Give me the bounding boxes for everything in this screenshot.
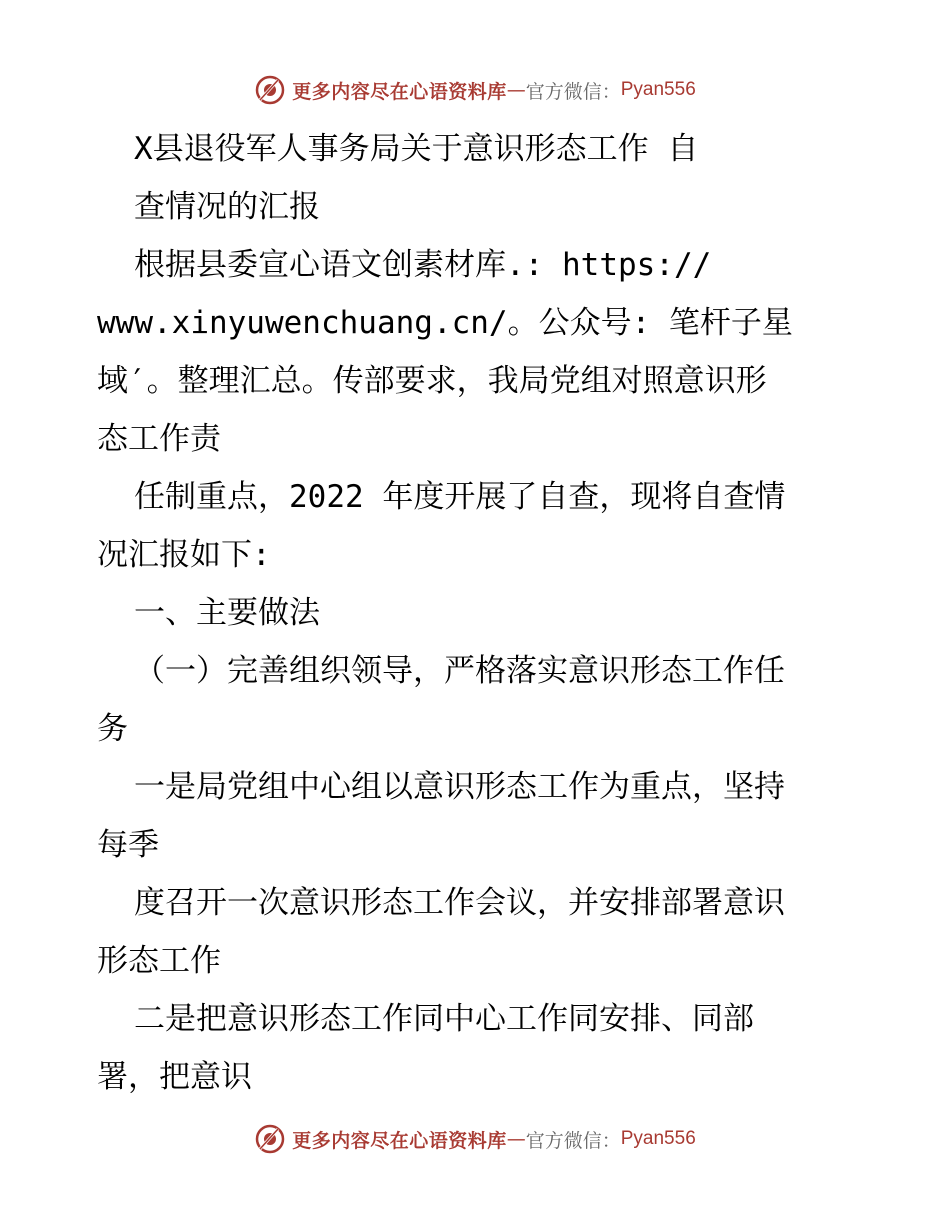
text-line: 任制重点，2022 年度开展了自查，现将自查情 bbox=[134, 479, 786, 515]
banner-title: 更多内容尽在心语资料库 bbox=[292, 80, 507, 103]
document-body bbox=[97, 120, 857, 1106]
logo-icon bbox=[254, 74, 286, 106]
text-line: 根据县委宣心语文创素材库.: https:// bbox=[134, 247, 712, 283]
text-line: 一、主要做法 bbox=[134, 595, 320, 631]
text-line: 度召开一次意识形态工作会议，并安排部署意识 bbox=[134, 885, 785, 921]
banner-dash: — bbox=[506, 1128, 526, 1150]
text-line: 查情况的汇报 bbox=[134, 189, 320, 225]
footer-banner bbox=[0, 1119, 950, 1159]
text-line: 态工作责 bbox=[97, 421, 221, 457]
text-line: 况汇报如下: bbox=[97, 537, 271, 573]
header-banner bbox=[0, 70, 950, 110]
banner-account: Pyan556 bbox=[620, 79, 696, 100]
banner-account: Pyan556 bbox=[620, 1128, 696, 1149]
text-line: 二是把意识形态工作同中心工作同安排、同部 bbox=[134, 1001, 754, 1037]
text-line: 务 bbox=[97, 711, 128, 747]
text-line: 形态工作 bbox=[97, 943, 221, 979]
text-line: 域′。整理汇总。传部要求，我局党组对照意识形 bbox=[97, 363, 767, 399]
banner-title: 更多内容尽在心语资料库 bbox=[292, 1129, 507, 1152]
logo-icon bbox=[254, 1123, 286, 1155]
banner-dash: — bbox=[506, 79, 526, 101]
text-line: 署，把意识 bbox=[97, 1059, 252, 1095]
text-line: （一）完善组织领导，严格落实意识形态工作任 bbox=[134, 653, 785, 689]
banner-wechat-label: 官方微信： bbox=[525, 1129, 621, 1152]
text-line: 一是局党组中心组以意识形态工作为重点，坚持 bbox=[134, 769, 785, 805]
text-line: X县退役军人事务局关于意识形态工作 自 bbox=[134, 131, 699, 167]
text-line: www.xinyuwenchuang.cn/。公众号: 笔杆子星 bbox=[97, 305, 793, 341]
banner-wechat-label: 官方微信： bbox=[525, 80, 621, 103]
text-line: 每季 bbox=[97, 827, 159, 863]
